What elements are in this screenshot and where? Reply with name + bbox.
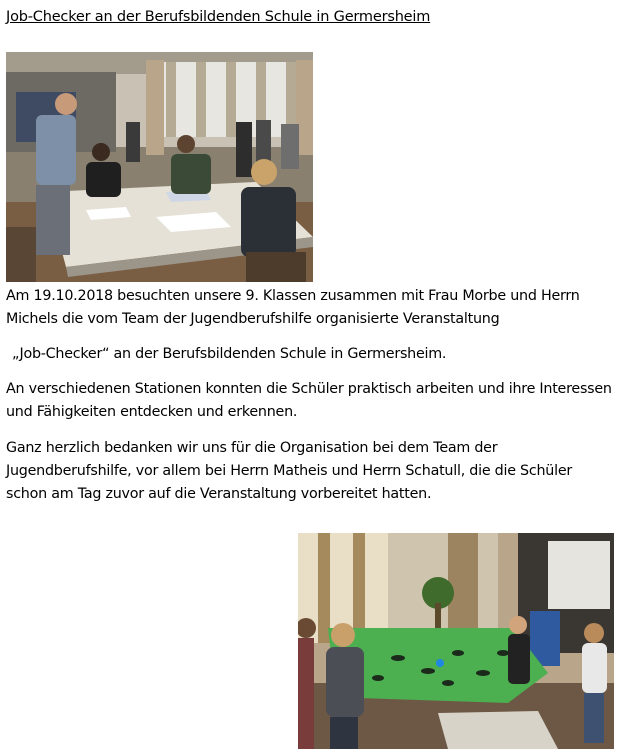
parachute-game-photo — [298, 533, 614, 749]
page-title: Job-Checker an der Berufsbildenden Schule in Germersheim — [6, 9, 431, 25]
paragraph-intro: Am 19.10.2018 besuchten unsere 9. Klassen zusammen mit Frau Morbe und Herrn Michels die vom Team der Jugendberufshilfe organisierte Veranstaltung — [6, 288, 580, 327]
paragraph-thanks: Ganz herzlich bedanken wir uns für die Organisation bei dem Team der Jugendberufshilfe, vor allem bei Herrn Matheis und Herrn Schatull, die die Schüler schon am Tag zuvor auf die Veranstaltung vorbereitet hatten. — [6, 440, 573, 502]
workshop-photo — [6, 52, 313, 282]
paragraph-event-name: „Job-Checker“ an der Berufsbildenden Schule in Germersheim. — [12, 346, 447, 362]
paragraph-stations: An verschiedenen Stationen konnten die Schüler praktisch arbeiten und ihre Interessen und Fähigkeiten entdecken und erkennen. — [6, 381, 612, 420]
